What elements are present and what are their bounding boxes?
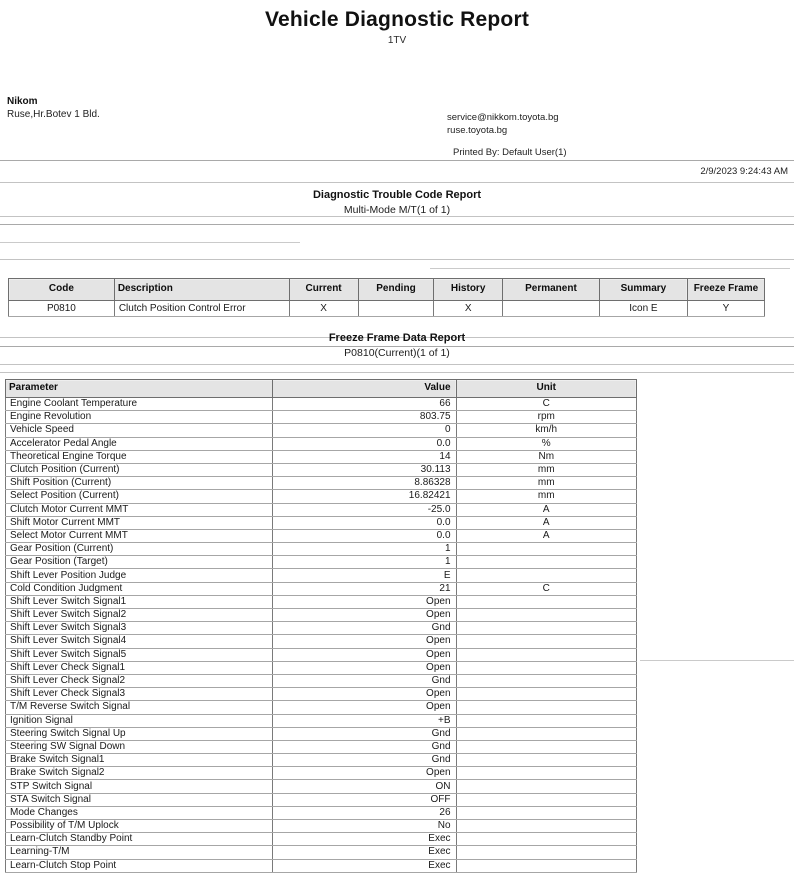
ff-cell-parameter: Steering SW Signal Down (6, 740, 273, 753)
ff-cell-unit (456, 556, 636, 569)
divider-rule (0, 160, 794, 161)
ff-cell-unit: % (456, 437, 636, 450)
ff-cell-value: 21 (272, 582, 456, 595)
divider-rule (0, 259, 794, 260)
ff-cell-unit (456, 859, 636, 872)
table-row (6, 411, 637, 424)
ff-cell-unit (456, 622, 636, 635)
ff-cell-value: Exec (272, 859, 456, 872)
table-row (6, 833, 637, 846)
freeze-frame-section-subheading: P0810(Current)(1 of 1) (344, 347, 450, 359)
ff-cell-unit (456, 688, 636, 701)
divider-rule (0, 224, 794, 225)
company-name: Nikom (7, 96, 38, 107)
ff-cell-value: Open (272, 767, 456, 780)
ff-cell-unit: A (456, 529, 636, 542)
dtc-cell-summary: Icon E (599, 301, 687, 317)
ff-cell-parameter: Shift Lever Switch Signal3 (6, 622, 273, 635)
table-row (6, 714, 637, 727)
divider-rule (0, 182, 794, 183)
dtc-col-permanent: Permanent (502, 279, 599, 301)
ff-cell-parameter: T/M Reverse Switch Signal (6, 701, 273, 714)
table-row (6, 516, 637, 529)
ff-cell-unit (456, 701, 636, 714)
ff-cell-unit: mm (456, 490, 636, 503)
ff-cell-unit (456, 793, 636, 806)
ff-col-value: Value (272, 380, 456, 398)
table-row (6, 661, 637, 674)
ff-cell-unit: Nm (456, 450, 636, 463)
ff-cell-parameter: Shift Lever Switch Signal4 (6, 635, 273, 648)
ff-cell-parameter: Learning-T/M (6, 846, 273, 859)
ff-cell-parameter: Select Position (Current) (6, 490, 273, 503)
ff-cell-value: Open (272, 701, 456, 714)
table-row (6, 398, 637, 411)
ff-cell-unit (456, 661, 636, 674)
ff-cell-unit (456, 833, 636, 846)
ff-cell-value: 0.0 (272, 516, 456, 529)
ff-cell-value: Open (272, 595, 456, 608)
table-row (6, 648, 637, 661)
ff-cell-value: 30.113 (272, 463, 456, 476)
ff-cell-parameter: Learn-Clutch Standby Point (6, 833, 273, 846)
ff-cell-unit (456, 569, 636, 582)
ff-cell-value: 1 (272, 556, 456, 569)
ff-cell-parameter: Gear Position (Current) (6, 543, 273, 556)
table-row (6, 793, 637, 806)
freeze-frame-data-table (5, 379, 637, 873)
ff-cell-parameter: Shift Lever Switch Signal2 (6, 609, 273, 622)
ff-cell-parameter: Cold Condition Judgment (6, 582, 273, 595)
dtc-col-pending: Pending (358, 279, 434, 301)
ff-cell-parameter: Possibility of T/M Uplock (6, 820, 273, 833)
ff-cell-parameter: Clutch Motor Current MMT (6, 503, 273, 516)
ff-cell-unit (456, 714, 636, 727)
page-title: Vehicle Diagnostic Report (264, 8, 530, 31)
ff-cell-value: ON (272, 780, 456, 793)
ff-cell-unit (456, 648, 636, 661)
ff-cell-value: Gnd (272, 674, 456, 687)
table-row (6, 806, 637, 819)
dtc-cell-code: P0810 (9, 301, 115, 317)
ff-cell-unit (456, 595, 636, 608)
ff-cell-value: 0 (272, 424, 456, 437)
company-email: service@nikkom.toyota.bg (447, 112, 559, 123)
dtc-col-summary: Summary (599, 279, 687, 301)
ff-cell-unit (456, 846, 636, 859)
ff-cell-parameter: Shift Motor Current MMT (6, 516, 273, 529)
ff-cell-unit: C (456, 582, 636, 595)
printed-by-text: Printed By: Default User(1) (453, 147, 567, 158)
ff-cell-parameter: Clutch Position (Current) (6, 463, 273, 476)
table-row (6, 688, 637, 701)
ff-cell-parameter: Engine Coolant Temperature (6, 398, 273, 411)
ff-cell-parameter: Mode Changes (6, 806, 273, 819)
page-subtitle: 1TV (387, 35, 407, 46)
dtc-section-subheading: Multi-Mode M/T(1 of 1) (343, 204, 451, 216)
ff-cell-unit: C (456, 398, 636, 411)
ff-cell-value: E (272, 569, 456, 582)
ff-cell-value: 26 (272, 806, 456, 819)
dtc-section-heading: Diagnostic Trouble Code Report (312, 189, 482, 201)
ff-cell-parameter: Brake Switch Signal1 (6, 754, 273, 767)
ff-cell-value: 16.82421 (272, 490, 456, 503)
freeze-frame-header-row (6, 380, 637, 398)
ff-cell-unit (456, 820, 636, 833)
scan-streak (430, 268, 790, 269)
table-row (6, 490, 637, 503)
scan-streak (0, 242, 300, 243)
table-row (6, 609, 637, 622)
dtc-col-description: Description (114, 279, 289, 301)
ff-cell-parameter: Shift Lever Position Judge (6, 569, 273, 582)
divider-rule (0, 364, 794, 365)
ff-cell-parameter: Theoretical Engine Torque (6, 450, 273, 463)
ff-cell-unit (456, 543, 636, 556)
table-row (6, 463, 637, 476)
table-row (6, 477, 637, 490)
ff-cell-value: Open (272, 648, 456, 661)
dtc-col-current: Current (289, 279, 358, 301)
ff-cell-value: Gnd (272, 727, 456, 740)
ff-cell-unit (456, 806, 636, 819)
ff-cell-value: 0.0 (272, 437, 456, 450)
ff-cell-value: Exec (272, 846, 456, 859)
ff-cell-value: Open (272, 661, 456, 674)
company-address: Ruse,Hr.Botev 1 Bld. (7, 109, 100, 120)
table-row (6, 437, 637, 450)
ff-cell-value: 14 (272, 450, 456, 463)
ff-cell-parameter: Gear Position (Target) (6, 556, 273, 569)
ff-cell-unit: rpm (456, 411, 636, 424)
ff-cell-value: Open (272, 688, 456, 701)
table-row (6, 635, 637, 648)
print-datetime: 2/9/2023 9:24:43 AM (700, 166, 788, 177)
ff-cell-parameter: Shift Lever Check Signal1 (6, 661, 273, 674)
ff-cell-value: 1 (272, 543, 456, 556)
dtc-cell-current: X (289, 301, 358, 317)
table-row (6, 556, 637, 569)
ff-cell-parameter: STP Switch Signal (6, 780, 273, 793)
ff-cell-parameter: Ignition Signal (6, 714, 273, 727)
ff-cell-unit (456, 754, 636, 767)
ff-cell-value: 0.0 (272, 529, 456, 542)
ff-cell-unit: km/h (456, 424, 636, 437)
ff-col-unit: Unit (456, 380, 636, 398)
freeze-frame-section-heading: Freeze Frame Data Report (328, 332, 466, 344)
ff-cell-value: -25.0 (272, 503, 456, 516)
company-website: ruse.toyota.bg (447, 125, 508, 136)
ff-cell-unit (456, 674, 636, 687)
ff-cell-parameter: Engine Revolution (6, 411, 273, 424)
table-row (6, 424, 637, 437)
table-row (6, 595, 637, 608)
ff-cell-value: Open (272, 635, 456, 648)
table-row (6, 740, 637, 753)
dtc-table-header-row (9, 279, 765, 301)
table-row (6, 820, 637, 833)
ff-cell-unit (456, 727, 636, 740)
ff-cell-unit: mm (456, 477, 636, 490)
ff-cell-unit (456, 740, 636, 753)
ff-cell-parameter: Shift Lever Check Signal3 (6, 688, 273, 701)
table-row (6, 450, 637, 463)
ff-cell-unit: mm (456, 463, 636, 476)
dtc-col-code: Code (9, 279, 115, 301)
ff-cell-value: 66 (272, 398, 456, 411)
ff-cell-value: Gnd (272, 622, 456, 635)
table-row (6, 622, 637, 635)
table-row (6, 701, 637, 714)
ff-cell-value: Open (272, 609, 456, 622)
ff-cell-unit: A (456, 503, 636, 516)
ff-cell-parameter: Accelerator Pedal Angle (6, 437, 273, 450)
scan-streak (640, 660, 794, 661)
dtc-table (8, 278, 765, 317)
dtc-cell-description: Clutch Position Control Error (114, 301, 289, 317)
table-row (6, 674, 637, 687)
table-row (6, 582, 637, 595)
ff-cell-value: 803.75 (272, 411, 456, 424)
ff-cell-unit: A (456, 516, 636, 529)
freeze-frame-table-body (6, 398, 637, 873)
ff-cell-parameter: Vehicle Speed (6, 424, 273, 437)
ff-cell-parameter: Learn-Clutch Stop Point (6, 859, 273, 872)
ff-cell-parameter: Shift Lever Switch Signal1 (6, 595, 273, 608)
table-row (6, 767, 637, 780)
table-row (6, 529, 637, 542)
ff-cell-parameter: Select Motor Current MMT (6, 529, 273, 542)
ff-cell-parameter: STA Switch Signal (6, 793, 273, 806)
table-row (6, 846, 637, 859)
dtc-col-freeze-frame: Freeze Frame (687, 279, 764, 301)
table-row (6, 754, 637, 767)
ff-cell-unit (456, 767, 636, 780)
divider-rule (0, 372, 794, 373)
ff-cell-value: No (272, 820, 456, 833)
ff-cell-parameter: Steering Switch Signal Up (6, 727, 273, 740)
ff-cell-parameter: Shift Position (Current) (6, 477, 273, 490)
ff-cell-parameter: Shift Lever Switch Signal5 (6, 648, 273, 661)
dtc-cell-permanent (502, 301, 599, 317)
table-row (6, 569, 637, 582)
dtc-col-history: History (434, 279, 503, 301)
dtc-cell-pending (358, 301, 434, 317)
ff-cell-parameter: Shift Lever Check Signal2 (6, 674, 273, 687)
ff-cell-value: Gnd (272, 740, 456, 753)
table-row (6, 727, 637, 740)
ff-cell-value: +B (272, 714, 456, 727)
table-row (6, 503, 637, 516)
table-row (6, 859, 637, 872)
table-row (6, 543, 637, 556)
ff-cell-parameter: Brake Switch Signal2 (6, 767, 273, 780)
ff-cell-value: OFF (272, 793, 456, 806)
dtc-cell-history: X (434, 301, 503, 317)
ff-col-parameter: Parameter (6, 380, 273, 398)
ff-cell-value: Gnd (272, 754, 456, 767)
ff-cell-unit (456, 780, 636, 793)
table-row (9, 301, 765, 317)
ff-cell-unit (456, 609, 636, 622)
divider-rule (0, 216, 794, 217)
ff-cell-unit (456, 635, 636, 648)
ff-cell-value: 8.86328 (272, 477, 456, 490)
dtc-cell-freeze-frame: Y (687, 301, 764, 317)
ff-cell-value: Exec (272, 833, 456, 846)
table-row (6, 780, 637, 793)
